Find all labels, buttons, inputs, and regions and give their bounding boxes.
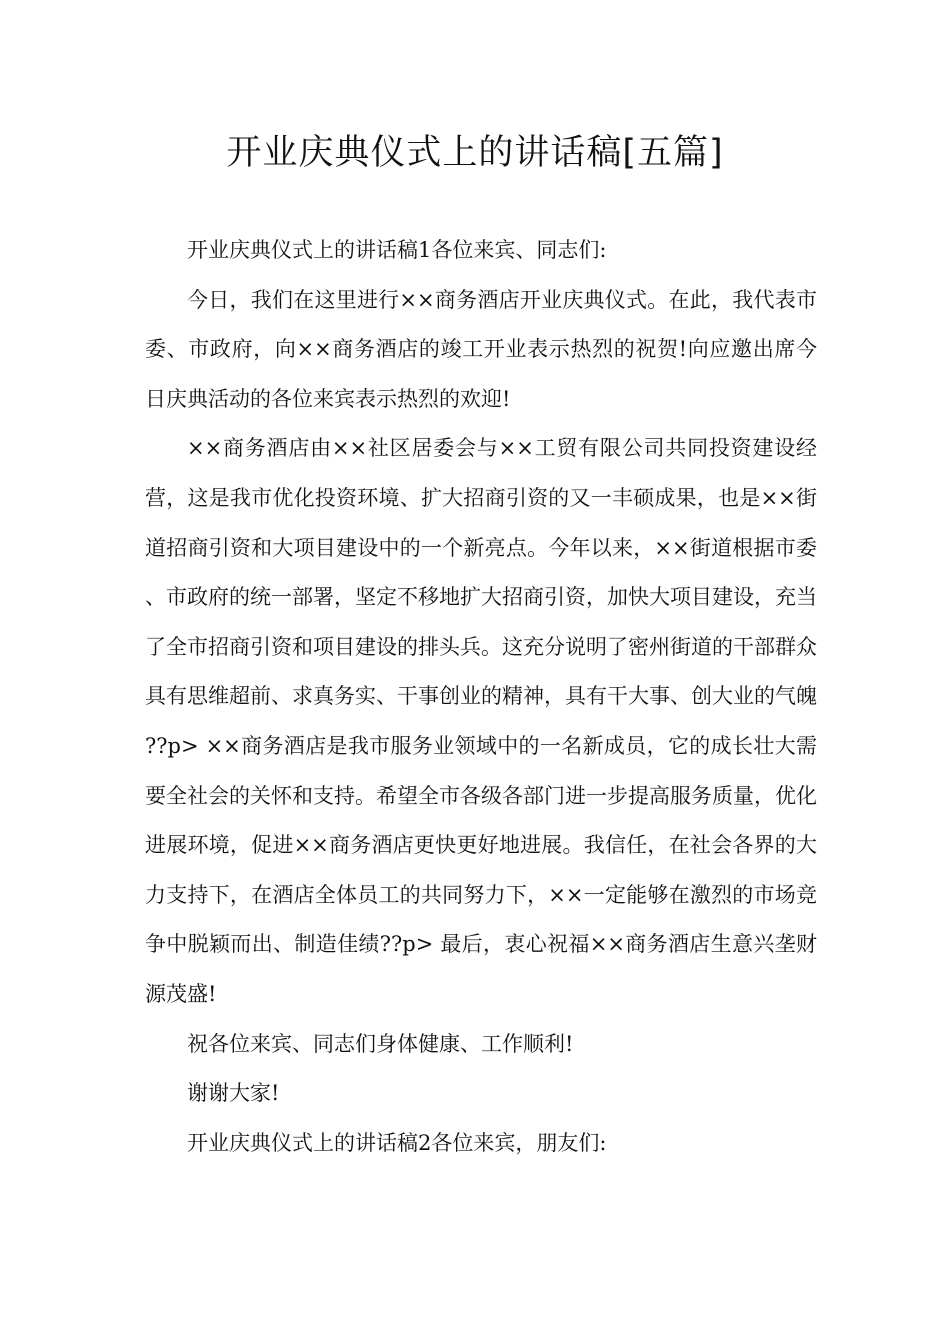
paragraph-5: 谢谢大家! [187, 1081, 280, 1106]
paragraph-6: 开业庆典仪式上的讲话稿2各位来宾，朋友们: [187, 1130, 607, 1155]
paragraph-4: 祝各位来宾、同志们身体健康、工作顺利! [187, 1031, 574, 1056]
paragraph-2: 今日，我们在这里进行××商务酒店开业庆典仪式。在此，我代表市委、市政府，向××商务酒店的竣工开业表示热烈的祝贺!向应邀出席今日庆典活动的各位来宾表示热烈的欢迎! [145, 287, 817, 411]
document-body [145, 226, 817, 1168]
paragraph-3: ××商务酒店由××社区居委会与××工贸有限公司共同投资建设经营，这是我市优化投资环境、扩大招商引资的又一丰硕成果，也是××街道招商引资和大项目建设中的一个新亮点。今年以来，××街道根据市委、市政府的统一部署，坚定不移地扩大招商引资，加快大项目建设，充当了全市招商引资和项目建设的排头兵。这充分说明了密州街道的干部群众具有思维超前、求真务实、干事创业的精神，具有干大事、创大业的气魄??p> ××商务酒店是我市服务业领域中的一名新成员，它的成长壮大需要全社会的关怀和支持。希望全市各级各部门进一步提高服务质量，优化进展环境，促进××商务酒店更快更好地进展。我信任，在社会各界的大力支持下，在酒店全体员工的共同努力下，××一定能够在激烈的市场竞争中脱颖而出、制造佳绩??p> 最后，衷心祝福××商务酒店生意兴垄财源茂盛! [145, 436, 817, 1006]
paragraph-1: 开业庆典仪式上的讲话稿1各位来宾、同志们: [187, 238, 607, 262]
document-title: 开业庆典仪式上的讲话稿[五篇] [226, 133, 724, 173]
